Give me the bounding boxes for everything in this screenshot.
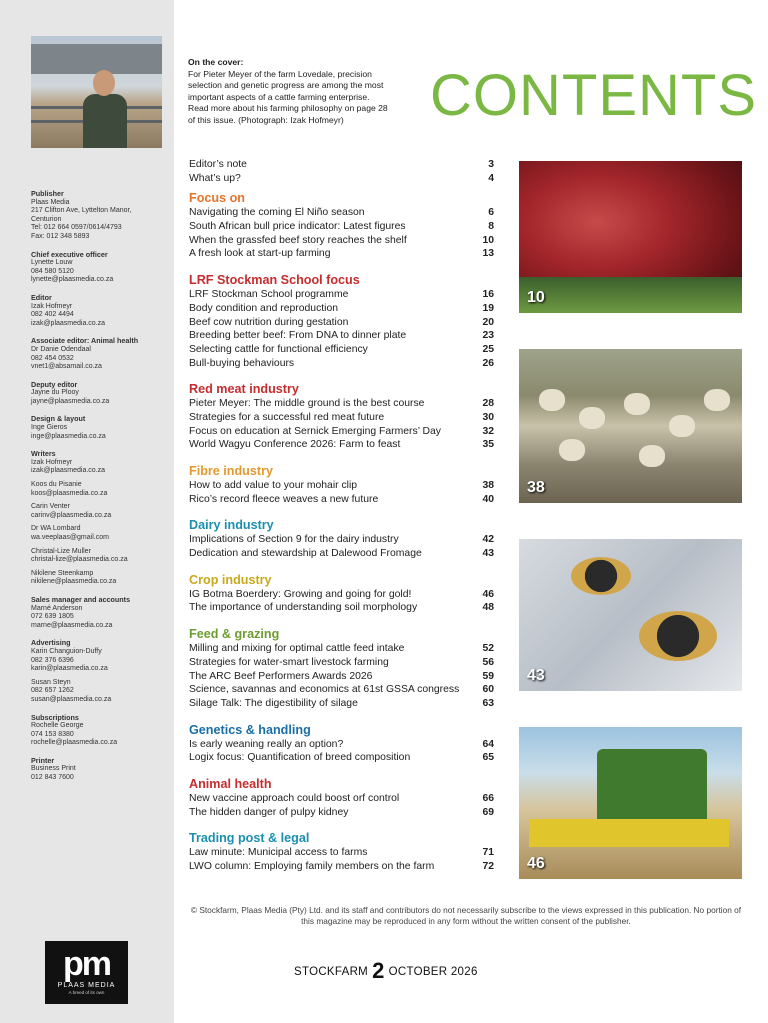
credit-line: 082 657 1262 <box>31 687 74 695</box>
credit-label: Subscriptions <box>31 712 79 722</box>
toc-entry-page: 32 <box>482 425 494 437</box>
toc-entry <box>189 220 494 234</box>
credit-line: Dr Danie Odendaal <box>31 345 91 353</box>
toc-entry-title: Strategies for a successful red meat future <box>189 411 385 423</box>
credit-line: koos@plaasmedia.co.za <box>31 489 108 497</box>
toc-entry <box>189 493 494 507</box>
cover-caption-line: of this issue. (Photograph: Izak Hofmeyr) <box>188 114 344 125</box>
credit-line: Izak Hofmeyr <box>31 458 73 466</box>
goat-shape <box>639 445 665 467</box>
toc-section-heading: Dairy industry <box>189 518 274 533</box>
toc-entry-page: 4 <box>488 172 494 184</box>
toc-entry-page: 28 <box>482 398 494 410</box>
credit-line: carinv@plaasmedia.co.za <box>31 511 112 519</box>
credit-block <box>31 757 171 783</box>
toc-entry-title: LWO column: Employing family members on the farm <box>189 861 435 872</box>
toc-entry <box>189 411 494 425</box>
toc-entry-title: IG Botma Boerdery: Growing and going for gold! <box>189 588 412 600</box>
credit-line: 217 Clifton Ave, Lyttelton Manor, <box>31 207 132 215</box>
toc-entry <box>189 533 494 547</box>
credit-label: Chief executive officer <box>31 249 108 259</box>
photo-page-number: 46 <box>527 855 545 872</box>
toc-entry-title: Dedication and stewardship at Dalewood Fromage <box>189 548 422 560</box>
credit-line: Koos du Pisanie <box>31 481 82 489</box>
credit-line: Centurion <box>31 215 62 223</box>
credit-line: Fax: 012 348 5893 <box>31 232 90 240</box>
credit-line: 072 639 1805 <box>31 613 74 621</box>
credit-line: inge@plaasmedia.co.za <box>31 432 106 440</box>
credit-sub-block <box>31 679 171 705</box>
credit-line: jayne@plaasmedia.co.za <box>31 397 110 405</box>
toc-entry-title: Law minute: Municipal access to farms <box>189 847 368 859</box>
photo-angora-goats <box>519 349 742 503</box>
credit-label: Sales manager and accounts <box>31 594 131 604</box>
toc-entry-page: 13 <box>482 248 494 260</box>
credit-sub-block <box>31 503 171 520</box>
toc-entry-page: 48 <box>482 602 494 614</box>
credit-line: marne@plaasmedia.co.za <box>31 621 113 629</box>
credit-line: Izak Hofmeyr <box>31 302 73 310</box>
toc-entry-page: 64 <box>482 738 494 750</box>
cover-caption-heading: On the cover: <box>188 57 244 67</box>
credit-line: wa.veeplaas@gmail.com <box>31 534 109 541</box>
credit-block <box>31 596 171 630</box>
toc-entry-title: A fresh look at start-up farming <box>189 248 331 260</box>
toc-entry-page: 66 <box>482 792 494 804</box>
credit-block <box>31 381 171 407</box>
toc-entry-title: South African bull price indicator: Latest figures <box>189 221 406 233</box>
credit-label: Writers <box>31 449 56 459</box>
plaas-media-logo <box>45 941 128 1004</box>
cover-caption <box>188 57 426 127</box>
staff-credits <box>31 190 171 792</box>
logo-mark: pm <box>63 945 110 983</box>
credit-line: Dr WA Lombard <box>31 525 81 533</box>
credit-line: lynette@plaasmedia.co.za <box>31 276 114 284</box>
credit-line: susan@plaasmedia.co.za <box>31 695 112 703</box>
toc-entry <box>189 588 494 602</box>
toc-entry-page: 16 <box>482 289 494 301</box>
toc-entry <box>189 479 494 493</box>
credit-line: Rochelle George <box>31 722 84 730</box>
harvester-header <box>529 819 729 847</box>
toc-section-heading: Genetics & handling <box>189 722 311 737</box>
goat-shape <box>579 407 605 429</box>
credit-line: Marné Anderson <box>31 604 83 612</box>
credit-label: Associate editor: Animal health <box>31 336 139 346</box>
toc-entry-title: Focus on education at Sernick Emerging Farmers’ Day <box>189 425 441 437</box>
credit-line: Lynette Louw <box>31 259 73 267</box>
credit-block <box>31 337 171 371</box>
goat-shape <box>624 393 650 415</box>
credit-label: Editor <box>31 292 52 302</box>
toc-entry-page: 3 <box>488 159 494 170</box>
toc-entry-title: Implications of Section 9 for the dairy industry <box>189 534 399 546</box>
toc-entry-page: 43 <box>482 548 494 560</box>
footer-page-number: 2 <box>372 958 385 983</box>
credit-line: vnet1@absamail.co.za <box>31 363 102 371</box>
toc-entry-page: 10 <box>482 234 494 246</box>
toc-entry-page: 40 <box>482 493 494 505</box>
toc-entry-title: Rico’s record fleece weaves a new future <box>189 493 379 505</box>
toc-entry-title: New vaccine approach could boost orf control <box>189 792 400 804</box>
toc-entry <box>189 234 494 248</box>
copyright-notice: © Stockfarm, Plaas Media (Pty) Ltd. and its staff and contributors do not necessarily subscribe to the views expressed in this publication. No portion of this magazine may be reproduced in any form without the written consent of the publisher. <box>190 905 742 927</box>
contents-title: CONTENTS <box>430 63 757 128</box>
photo-meat <box>519 161 742 313</box>
toc-entry <box>189 697 494 711</box>
toc-entry-page: 42 <box>482 534 494 546</box>
credit-line: nikilene@plaasmedia.co.za <box>31 578 117 586</box>
toc-entry-page: 23 <box>482 330 494 342</box>
credit-line: 082 376 6396 <box>31 656 74 664</box>
toc-section-heading: Crop industry <box>189 572 272 587</box>
photo-meat-garnish <box>519 277 742 313</box>
toc-section-heading: LRF Stockman School focus <box>189 273 360 288</box>
toc-entry-title: When the grassfed beef story reaches the shelf <box>189 234 407 246</box>
toc-entry <box>189 860 494 874</box>
footer-issue: OCTOBER 2026 <box>388 966 478 978</box>
toc-entry <box>189 247 494 261</box>
toc-section-heading: Trading post & legal <box>189 831 310 846</box>
credit-line: Nikilene Steenkamp <box>31 569 94 577</box>
credit-block <box>31 639 171 704</box>
toc-entry-page: 46 <box>482 588 494 600</box>
credit-line: Business Print <box>31 765 76 773</box>
credit-line: Carin Venter <box>31 503 70 511</box>
goat-shape <box>669 415 695 437</box>
credit-sub-block <box>31 548 171 565</box>
toc-entry <box>189 206 494 220</box>
toc-entry-page: 30 <box>482 411 494 423</box>
photo-page-number: 43 <box>527 667 545 684</box>
toc-entry <box>189 397 494 411</box>
toc-entry-title: Milling and mixing for optimal cattle feed intake <box>189 643 405 655</box>
page-footer <box>294 958 478 984</box>
toc-entry-page: 26 <box>482 357 494 369</box>
toc-entry <box>189 343 494 357</box>
credit-label: Deputy editor <box>31 379 78 389</box>
toc-entry-title: LRF Stockman School programme <box>189 289 349 301</box>
toc-entry-title: Pieter Meyer: The middle ground is the best course <box>189 398 425 410</box>
toc-entry <box>189 158 494 172</box>
credit-sub-block <box>31 481 171 498</box>
cover-photo-person <box>83 94 127 148</box>
toc-entry-page: 59 <box>482 670 494 682</box>
goat-shape <box>559 439 585 461</box>
toc-entry-title: Breeding better beef: From DNA to dinner plate <box>189 330 407 342</box>
toc-entry-title: Selecting cattle for functional efficiency <box>189 343 368 355</box>
footer-magazine: STOCKFARM <box>294 966 369 978</box>
credit-line: christal-lize@plaasmedia.co.za <box>31 556 128 564</box>
toc-entry-page: 20 <box>482 316 494 328</box>
credit-label: Advertising <box>31 638 71 648</box>
credit-block <box>31 190 171 242</box>
toc-entry-title: Is early weaning really an option? <box>189 738 344 750</box>
toc-entry <box>189 751 494 765</box>
toc-entry-title: Body condition and reproduction <box>189 302 339 314</box>
goat-shape <box>704 389 730 411</box>
toc-section-heading: Fibre industry <box>189 464 273 478</box>
toc-entry <box>189 302 494 316</box>
toc-entry-page: 65 <box>482 752 494 764</box>
toc-entry-title: Logix focus: Quantification of breed composition <box>189 752 411 764</box>
credit-label: Printer <box>31 755 55 765</box>
toc-entry-page: 72 <box>482 861 494 872</box>
toc-entry <box>189 288 494 302</box>
credit-line: rochelle@plaasmedia.co.za <box>31 739 118 747</box>
credit-label: Publisher <box>31 189 64 198</box>
credit-line: Karin Changuion-Duffy <box>31 647 102 655</box>
toc-entry-page: 71 <box>482 847 494 859</box>
toc-entry-page: 52 <box>482 643 494 655</box>
cover-caption-line: For Pieter Meyer of the farm Lovedale, precision <box>188 68 372 79</box>
toc-entry-title: The hidden danger of pulpy kidney <box>189 806 349 818</box>
toc-entry-title: How to add value to your mohair clip <box>189 480 358 491</box>
toc-entry-title: Science, savannas and economics at 61st GSSA congress <box>189 684 460 696</box>
toc-entry-title: Navigating the coming El Niño season <box>189 207 365 219</box>
logo-tagline: A breed of its own <box>68 990 105 995</box>
toc-entry-page: 69 <box>482 806 494 818</box>
photo-page-number: 38 <box>527 479 545 496</box>
toc-entry-page: 8 <box>488 221 494 233</box>
credit-block <box>31 450 171 587</box>
toc-entry-page: 25 <box>482 343 494 355</box>
cover-caption-line: selection and genetic progress are among the most <box>188 80 384 91</box>
credit-line: 084 580 5120 <box>31 267 74 275</box>
toc-entry <box>189 806 494 820</box>
credit-sub-block <box>31 570 171 587</box>
toc-entry-title: Beef cow nutrition during gestation <box>189 316 349 328</box>
credit-line: Jayne du Plooy <box>31 389 79 397</box>
credit-line: 012 843 7600 <box>31 774 74 782</box>
toc-entry-title: Strategies for water-smart livestock farming <box>189 656 389 668</box>
toc-entry-page: 35 <box>482 439 494 451</box>
credit-block <box>31 251 171 285</box>
toc-section-heading: Animal health <box>189 776 272 791</box>
toc-entry <box>189 425 494 439</box>
toc-entry <box>189 656 494 670</box>
toc-entry-page: 60 <box>482 684 494 696</box>
credit-line: Tel: 012 664 0597/0614/4793 <box>31 224 122 232</box>
credit-line: Christal-Lize Muller <box>31 547 91 555</box>
toc-entry <box>189 683 494 697</box>
toc-entry <box>189 601 494 615</box>
toc-entry-page: 56 <box>482 656 494 668</box>
toc-entry-title: The importance of understanding soil morphology <box>189 602 418 614</box>
toc-entry <box>189 792 494 806</box>
toc-entry <box>189 738 494 752</box>
credit-line: 074 153 8380 <box>31 730 74 738</box>
credit-label: Design & layout <box>31 414 86 424</box>
cover-photo <box>31 36 162 148</box>
toc-entry <box>189 670 494 684</box>
credit-block <box>31 294 171 328</box>
cover-photo-shed <box>31 44 162 74</box>
credit-sub-block <box>31 525 171 542</box>
goat-shape <box>539 389 565 411</box>
logo-name: PLAAS MEDIA <box>57 982 116 989</box>
toc-entry-title: What’s up? <box>189 172 241 184</box>
cover-caption-line: important aspects of a cattle farming enterprise. <box>188 91 370 102</box>
credit-line: izak@plaasmedia.co.za <box>31 467 106 475</box>
toc-entry-title: Bull-buying behaviours <box>189 357 295 369</box>
toc-entry-page: 6 <box>488 207 494 219</box>
photo-combine-harvester <box>519 727 742 879</box>
credit-block <box>31 714 171 748</box>
toc-entry-page: 38 <box>482 480 494 491</box>
credit-line: karin@plaasmedia.co.za <box>31 665 108 673</box>
table-of-contents <box>189 158 494 874</box>
toc-entry <box>189 438 494 452</box>
credit-line: 082 454 0532 <box>31 354 74 362</box>
toc-entry <box>189 846 494 860</box>
cheese-wheel <box>639 611 717 661</box>
toc-entry-title: Editor’s note <box>189 159 247 170</box>
toc-entry-page: 19 <box>482 302 494 314</box>
toc-entry <box>189 172 494 186</box>
credit-line: 082 402 4494 <box>31 311 74 319</box>
credit-line: Susan Steyn <box>31 678 71 686</box>
toc-section-heading: Feed & grazing <box>189 627 280 642</box>
photo-cheese <box>519 539 742 691</box>
toc-section-heading: Red meat industry <box>189 382 299 397</box>
toc-entry <box>189 547 494 561</box>
toc-entry-title: World Wagyu Conference 2026: Farm to feast <box>189 439 401 451</box>
credit-line: Inge Gieros <box>31 424 68 432</box>
toc-entry <box>189 329 494 343</box>
toc-entry <box>189 357 494 371</box>
toc-entry <box>189 642 494 656</box>
cheese-wheel <box>571 557 631 595</box>
toc-entry-page: 63 <box>482 697 494 709</box>
cover-photo-person-head <box>93 70 115 96</box>
toc-entry-title: Silage Talk: The digestibility of silage <box>189 697 358 709</box>
cover-caption-line: Read more about his farming philosophy on page 28 <box>188 103 388 114</box>
toc-entry-title: The ARC Beef Performers Awards 2026 <box>189 670 373 682</box>
photo-page-number: 10 <box>527 289 545 306</box>
toc-entry <box>189 316 494 330</box>
toc-section-heading: Focus on <box>189 191 245 206</box>
credit-line: izak@plaasmedia.co.za <box>31 319 106 327</box>
credit-line: Plaas Media <box>31 198 70 206</box>
credit-block <box>31 415 171 441</box>
